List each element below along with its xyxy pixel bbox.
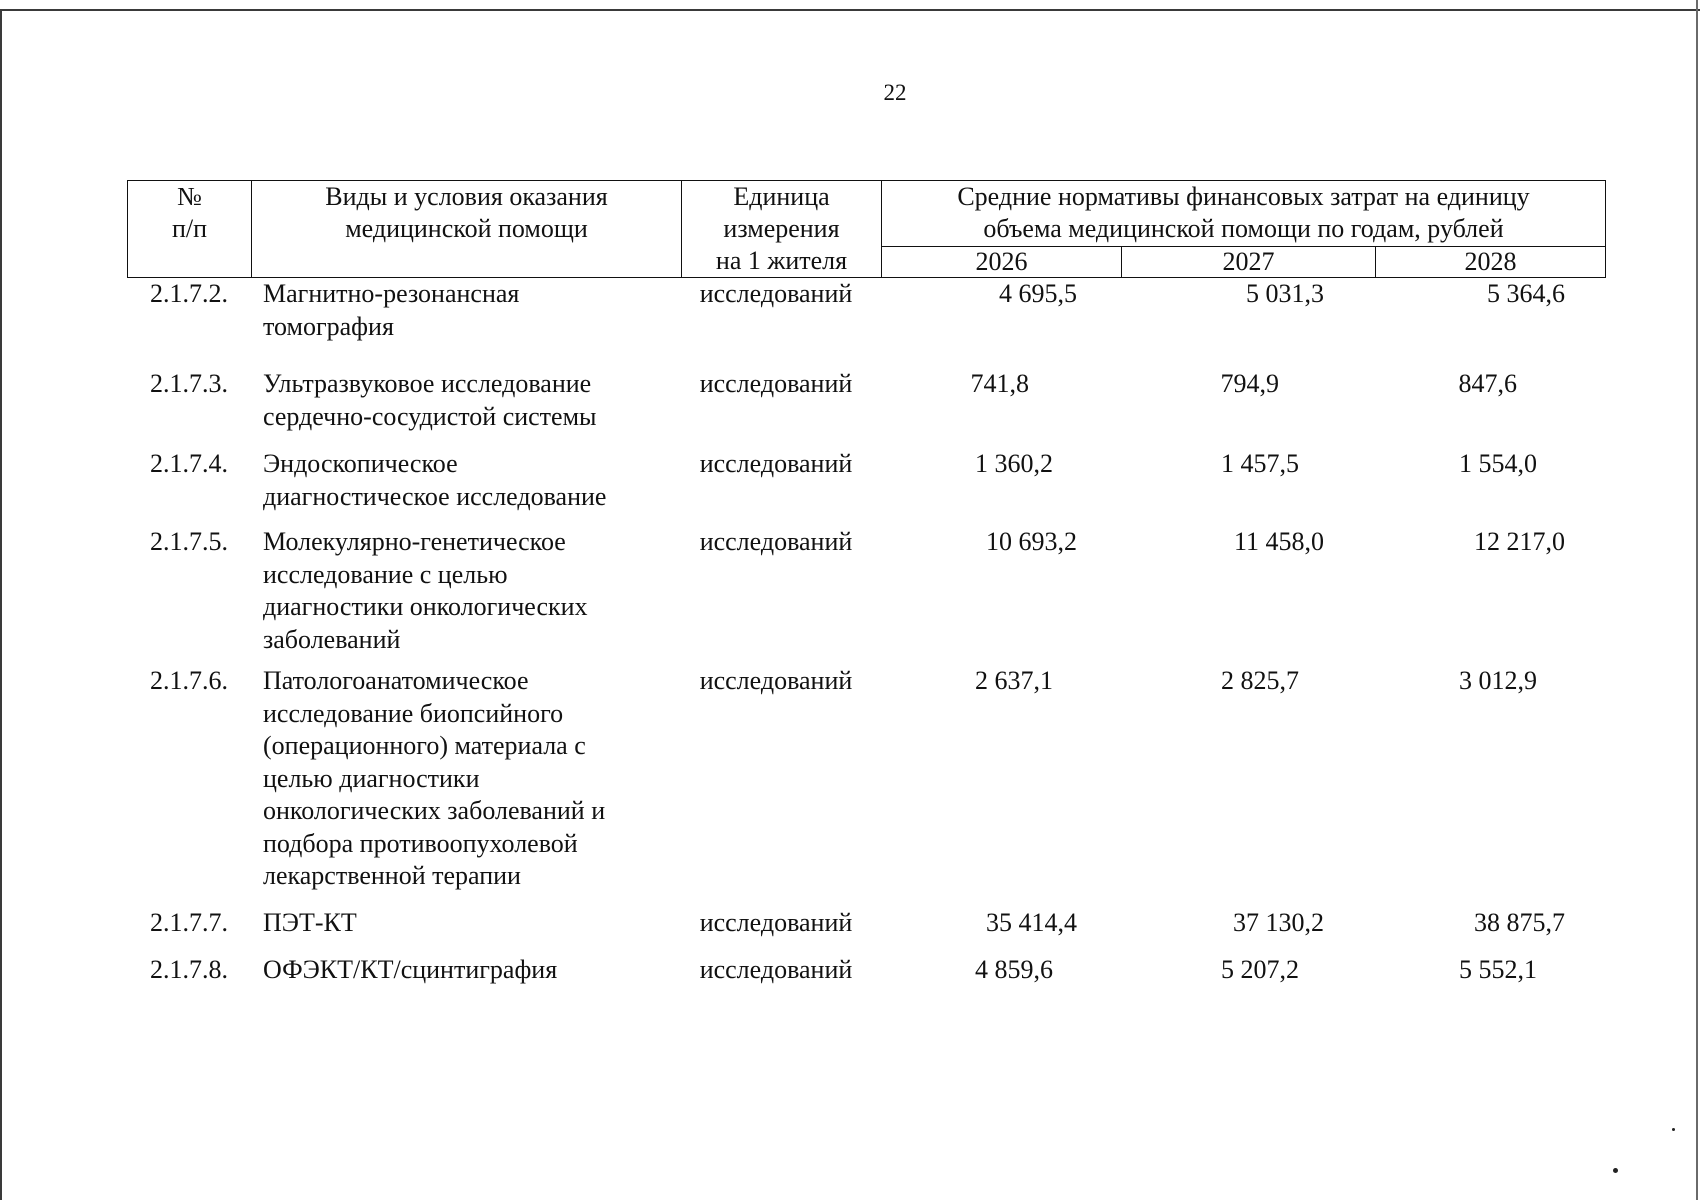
header-kind [252, 181, 682, 278]
row-value-2027: 2 825,7 [1221, 666, 1299, 695]
row-name-line: Ультразвуковое исследование [263, 369, 592, 398]
row-name-line: томография [263, 311, 394, 341]
row-number: 2.1.7.7. [150, 908, 228, 937]
row-value-2028: 5 552,1 [1459, 955, 1537, 984]
row-value-2026: 1 360,2 [975, 449, 1053, 478]
row-value-2028: 3 012,9 [1459, 666, 1537, 695]
row-unit: исследований [699, 279, 853, 308]
row-number: 2.1.7.3. [150, 369, 228, 398]
row-number: 2.1.7.4. [150, 449, 228, 478]
header-norms-line1: Средние нормативы финансовых затрат на единицу [957, 182, 1530, 211]
row-value-2028: 1 554,0 [1459, 449, 1537, 478]
header-unit-line2: измерения [723, 214, 840, 243]
page-number: 22 [883, 80, 907, 105]
row-value-2026: 741,8 [970, 369, 1029, 398]
table-body [127, 278, 1605, 994]
row-value-2027: 794,9 [1220, 369, 1279, 398]
row-name-line: диагностическое исследование [263, 481, 607, 511]
header-year-2028: 2028 [1376, 246, 1606, 277]
row-value-2026: 35 414,4 [986, 908, 1077, 937]
row-name-line: целью диагностики [263, 763, 480, 793]
row-unit: исследований [699, 527, 853, 556]
row-name-line: лекарственной терапии [263, 861, 521, 890]
scan-speck [1672, 1128, 1675, 1131]
row-unit: исследований [699, 369, 853, 398]
row-value-2028: 38 875,7 [1474, 908, 1565, 937]
row-name-line: Молекулярно-генетическое [263, 527, 566, 556]
row-name-line: исследование биопсийного [263, 698, 564, 728]
row-name-line: исследование с целью [263, 559, 508, 589]
header-year-2026: 2026 [882, 246, 1122, 277]
header-number-line2: п/п [171, 214, 208, 243]
row-name-line: сердечно-сосудистой системы [263, 401, 597, 431]
row-value-2027: 37 130,2 [1233, 908, 1324, 937]
table-row [127, 448, 1605, 526]
row-name [251, 368, 683, 433]
row-name [251, 954, 683, 987]
row-value-2028: 847,6 [1458, 369, 1517, 398]
row-name-line: ПЭТ-КТ [263, 908, 357, 937]
table-row [127, 954, 1605, 994]
scan-edge-right [1696, 0, 1698, 1200]
row-value-2027: 1 457,5 [1221, 449, 1299, 478]
row-name-line: онкологических заболеваний и [263, 796, 606, 825]
table-row [127, 526, 1605, 665]
row-value-2028: 5 364,6 [1487, 279, 1565, 308]
scan-speck [1613, 1168, 1618, 1173]
row-name-line: ОФЭКТ/КТ/сцинтиграфия [263, 955, 558, 984]
row-name [251, 278, 683, 343]
table-row [127, 368, 1605, 448]
row-value-2028: 12 217,0 [1474, 527, 1565, 556]
header-unit-line3: на 1 жителя [715, 246, 848, 275]
scan-edge-top [0, 9, 1700, 11]
header-kind-line2: медицинской помощи [345, 214, 588, 243]
table-row [127, 278, 1605, 368]
row-unit: исследований [699, 449, 853, 478]
header-norms-line2: объема медицинской помощи по годам, рублей [983, 214, 1504, 243]
row-name-line: Магнитно-резонансная [263, 279, 520, 308]
header-kind-line1: Виды и условия оказания [325, 182, 608, 211]
row-unit: исследований [699, 955, 853, 984]
header-year-2027: 2027 [1122, 246, 1376, 277]
row-value-2027: 5 207,2 [1221, 955, 1299, 984]
row-name-line: (операционного) материала с [263, 731, 586, 760]
row-unit: исследований [699, 666, 853, 695]
row-number: 2.1.7.5. [150, 527, 228, 556]
row-value-2026: 4 859,6 [975, 955, 1053, 984]
header-number [128, 181, 252, 278]
header-number-line1: № [177, 182, 202, 211]
row-value-2027: 5 031,3 [1246, 279, 1324, 308]
table-row [127, 665, 1605, 907]
row-value-2027: 11 458,0 [1233, 527, 1324, 556]
row-name [251, 526, 683, 656]
header-norms [882, 181, 1606, 247]
row-number: 2.1.7.2. [150, 279, 228, 308]
row-name-line: заболеваний [263, 624, 401, 654]
row-number: 2.1.7.6. [150, 666, 228, 695]
table-row [127, 907, 1605, 954]
row-name [251, 665, 683, 893]
row-value-2026: 10 693,2 [986, 527, 1077, 556]
row-name [251, 907, 683, 940]
row-name-line: подбора противоопухолевой [263, 828, 578, 858]
row-unit: исследований [699, 908, 853, 937]
scan-edge-left [0, 9, 2, 1200]
row-value-2026: 2 637,1 [975, 666, 1053, 695]
row-name-line: диагностики онкологических [263, 592, 588, 621]
row-name [251, 448, 683, 513]
header-unit [682, 181, 882, 278]
row-value-2026: 4 695,5 [999, 279, 1077, 308]
row-name-line: Эндоскопическое [263, 449, 458, 478]
row-number: 2.1.7.8. [150, 955, 228, 984]
header-unit-line1: Единица [733, 182, 830, 211]
table-header [127, 180, 1606, 278]
row-name-line: Патологоанатомическое [263, 666, 529, 695]
